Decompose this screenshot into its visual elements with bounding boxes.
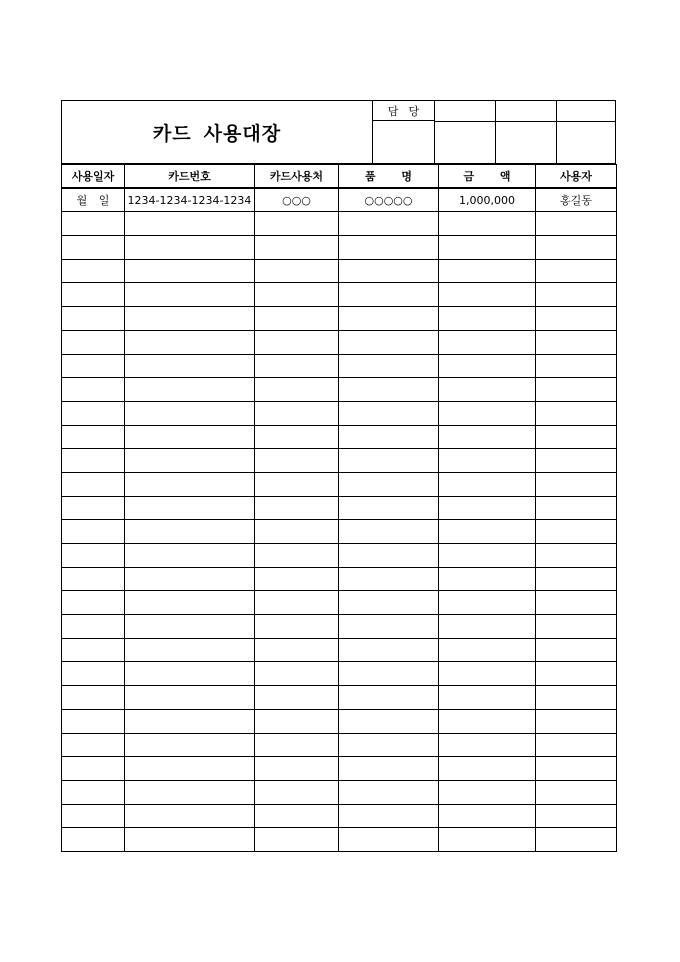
- cell-date[interactable]: [62, 378, 125, 402]
- cell-amount[interactable]: [439, 686, 536, 710]
- cell-amount[interactable]: [439, 378, 536, 402]
- approval-label-char-1: 담: [387, 104, 399, 118]
- cell-card-number[interactable]: [125, 283, 255, 307]
- table-row: [62, 401, 617, 425]
- cell-user[interactable]: [536, 425, 617, 449]
- cell-user[interactable]: [536, 307, 617, 331]
- cell-user[interactable]: [536, 686, 617, 710]
- table-row: [62, 425, 617, 449]
- cell-card-number[interactable]: [125, 591, 255, 615]
- cell-merchant[interactable]: [255, 425, 339, 449]
- cell-merchant[interactable]: [255, 354, 339, 378]
- cell-user[interactable]: [536, 567, 617, 591]
- card-usage-ledger: [61, 100, 616, 860]
- cell-merchant[interactable]: [255, 733, 339, 757]
- cell-amount[interactable]: [439, 307, 536, 331]
- cell-card-number[interactable]: [125, 330, 255, 354]
- cell-amount[interactable]: [439, 520, 536, 544]
- cell-item[interactable]: ○○○○○: [339, 188, 439, 212]
- cell-amount[interactable]: [439, 330, 536, 354]
- cell-merchant[interactable]: [255, 496, 339, 520]
- cell-card-number[interactable]: 1234-1234-1234-1234: [125, 188, 255, 212]
- cell-user[interactable]: [536, 449, 617, 473]
- cell-amount[interactable]: [439, 828, 536, 852]
- cell-date[interactable]: [62, 804, 125, 828]
- table-row: [62, 709, 617, 733]
- cell-user[interactable]: [536, 662, 617, 686]
- cell-date[interactable]: [62, 686, 125, 710]
- cell-date[interactable]: [62, 615, 125, 639]
- cell-merchant[interactable]: [255, 544, 339, 568]
- table-row: [62, 520, 617, 544]
- cell-merchant[interactable]: [255, 828, 339, 852]
- cell-card-number[interactable]: [125, 544, 255, 568]
- cell-date[interactable]: [62, 236, 125, 260]
- cell-date[interactable]: [62, 307, 125, 331]
- table-row: [62, 472, 617, 496]
- cell-card-number[interactable]: [125, 378, 255, 402]
- cell-card-number[interactable]: [125, 733, 255, 757]
- table-row: [62, 188, 617, 212]
- cell-merchant[interactable]: [255, 212, 339, 236]
- cell-item[interactable]: [339, 804, 439, 828]
- cell-item[interactable]: [339, 591, 439, 615]
- cell-item[interactable]: [339, 757, 439, 781]
- cell-amount[interactable]: 1,000,000: [439, 188, 536, 212]
- cell-card-number[interactable]: [125, 804, 255, 828]
- cell-amount[interactable]: [439, 638, 536, 662]
- cell-item[interactable]: [339, 520, 439, 544]
- cell-merchant[interactable]: [255, 686, 339, 710]
- cell-card-number[interactable]: [125, 757, 255, 781]
- cell-user[interactable]: [536, 378, 617, 402]
- cell-user[interactable]: [536, 709, 617, 733]
- cell-card-number[interactable]: [125, 236, 255, 260]
- table-row: [62, 780, 617, 804]
- cell-user[interactable]: 홍길동: [536, 188, 617, 212]
- cell-amount[interactable]: [439, 733, 536, 757]
- cell-user[interactable]: [536, 283, 617, 307]
- cell-date[interactable]: [62, 780, 125, 804]
- cell-item[interactable]: [339, 567, 439, 591]
- cell-card-number[interactable]: [125, 615, 255, 639]
- cell-card-number[interactable]: [125, 496, 255, 520]
- cell-date[interactable]: [62, 757, 125, 781]
- approval-signature-box-1[interactable]: [434, 101, 495, 163]
- column-header-user: 사용자: [536, 165, 617, 189]
- cell-date[interactable]: [62, 283, 125, 307]
- cell-user[interactable]: [536, 330, 617, 354]
- table-row: [62, 212, 617, 236]
- table-row: [62, 354, 617, 378]
- title-part-2: 사용대장: [203, 122, 282, 145]
- cell-card-number[interactable]: [125, 686, 255, 710]
- cell-amount[interactable]: [439, 401, 536, 425]
- approval-signature-box-3[interactable]: [556, 101, 615, 163]
- cell-merchant[interactable]: [255, 757, 339, 781]
- cell-card-number[interactable]: [125, 425, 255, 449]
- cell-item[interactable]: [339, 615, 439, 639]
- cell-date[interactable]: [62, 259, 125, 283]
- cell-item[interactable]: [339, 378, 439, 402]
- cell-date[interactable]: [62, 330, 125, 354]
- cell-merchant[interactable]: [255, 662, 339, 686]
- cell-item[interactable]: [339, 425, 439, 449]
- cell-merchant[interactable]: [255, 283, 339, 307]
- cell-merchant[interactable]: [255, 307, 339, 331]
- cell-amount[interactable]: [439, 567, 536, 591]
- title-part-1: 카드: [152, 122, 192, 145]
- cell-user[interactable]: [536, 828, 617, 852]
- cell-item[interactable]: [339, 780, 439, 804]
- cell-date[interactable]: [62, 496, 125, 520]
- cell-merchant[interactable]: [255, 591, 339, 615]
- cell-date[interactable]: 월 일: [62, 188, 125, 212]
- column-header-date: 사용일자: [62, 165, 125, 189]
- approval-signature-box-2[interactable]: [495, 101, 556, 163]
- cell-amount[interactable]: [439, 283, 536, 307]
- cell-amount[interactable]: [439, 212, 536, 236]
- ledger-table: [61, 164, 617, 852]
- column-header-merchant: 카드사용처: [255, 165, 339, 189]
- cell-card-number[interactable]: [125, 259, 255, 283]
- table-row: [62, 638, 617, 662]
- cell-date[interactable]: [62, 472, 125, 496]
- cell-merchant[interactable]: [255, 378, 339, 402]
- cell-card-number[interactable]: [125, 780, 255, 804]
- cell-date[interactable]: [62, 638, 125, 662]
- column-header-card-number: 카드번호: [125, 165, 255, 189]
- cell-date[interactable]: [62, 425, 125, 449]
- column-header-amount: 금 액: [439, 165, 536, 189]
- table-row: [62, 496, 617, 520]
- cell-amount[interactable]: [439, 449, 536, 473]
- cell-amount[interactable]: [439, 804, 536, 828]
- cell-date[interactable]: [62, 544, 125, 568]
- table-row: [62, 330, 617, 354]
- table-row: [62, 662, 617, 686]
- cell-item[interactable]: [339, 472, 439, 496]
- cell-card-number[interactable]: [125, 662, 255, 686]
- cell-merchant[interactable]: [255, 780, 339, 804]
- cell-amount[interactable]: [439, 354, 536, 378]
- table-row: [62, 757, 617, 781]
- cell-user[interactable]: [536, 757, 617, 781]
- cell-merchant[interactable]: [255, 520, 339, 544]
- cell-item[interactable]: [339, 401, 439, 425]
- cell-card-number[interactable]: [125, 212, 255, 236]
- cell-item[interactable]: [339, 709, 439, 733]
- ledger-header: [61, 100, 616, 164]
- cell-user[interactable]: [536, 259, 617, 283]
- cell-item[interactable]: [339, 330, 439, 354]
- cell-date[interactable]: [62, 401, 125, 425]
- cell-item[interactable]: [339, 449, 439, 473]
- cell-date[interactable]: [62, 449, 125, 473]
- cell-card-number[interactable]: [125, 307, 255, 331]
- table-row: [62, 733, 617, 757]
- table-row: [62, 449, 617, 473]
- cell-merchant[interactable]: [255, 567, 339, 591]
- cell-user[interactable]: [536, 401, 617, 425]
- approval-label-char-2: 당: [408, 104, 420, 118]
- cell-item[interactable]: [339, 496, 439, 520]
- cell-merchant[interactable]: [255, 401, 339, 425]
- cell-card-number[interactable]: [125, 828, 255, 852]
- cell-card-number[interactable]: [125, 709, 255, 733]
- cell-item[interactable]: [339, 307, 439, 331]
- cell-user[interactable]: [536, 733, 617, 757]
- cell-merchant[interactable]: [255, 709, 339, 733]
- cell-item[interactable]: [339, 236, 439, 260]
- cell-amount[interactable]: [439, 544, 536, 568]
- cell-amount[interactable]: [439, 662, 536, 686]
- cell-item[interactable]: [339, 212, 439, 236]
- cell-merchant[interactable]: [255, 236, 339, 260]
- cell-card-number[interactable]: [125, 472, 255, 496]
- cell-amount[interactable]: [439, 259, 536, 283]
- cell-user[interactable]: [536, 520, 617, 544]
- cell-user[interactable]: [536, 212, 617, 236]
- cell-amount[interactable]: [439, 236, 536, 260]
- cell-user[interactable]: [536, 472, 617, 496]
- cell-card-number[interactable]: [125, 449, 255, 473]
- cell-item[interactable]: [339, 544, 439, 568]
- cell-user[interactable]: [536, 615, 617, 639]
- cell-user[interactable]: [536, 804, 617, 828]
- table-row: [62, 804, 617, 828]
- approval-label-cell: [372, 101, 434, 121]
- cell-user[interactable]: [536, 638, 617, 662]
- cell-date[interactable]: [62, 591, 125, 615]
- cell-item[interactable]: [339, 662, 439, 686]
- cell-merchant[interactable]: [255, 330, 339, 354]
- approval-label-body: [372, 121, 434, 163]
- ledger-header-row: [62, 165, 617, 189]
- cell-card-number[interactable]: [125, 520, 255, 544]
- cell-merchant[interactable]: [255, 615, 339, 639]
- cell-date[interactable]: [62, 733, 125, 757]
- cell-card-number[interactable]: [125, 401, 255, 425]
- cell-item[interactable]: [339, 283, 439, 307]
- cell-amount[interactable]: [439, 425, 536, 449]
- cell-amount[interactable]: [439, 709, 536, 733]
- table-row: [62, 283, 617, 307]
- cell-item[interactable]: [339, 638, 439, 662]
- table-row: [62, 828, 617, 852]
- cell-amount[interactable]: [439, 615, 536, 639]
- cell-item[interactable]: [339, 259, 439, 283]
- table-row: [62, 307, 617, 331]
- cell-date[interactable]: [62, 354, 125, 378]
- cell-amount[interactable]: [439, 591, 536, 615]
- cell-date[interactable]: [62, 709, 125, 733]
- table-row: [62, 236, 617, 260]
- table-row: [62, 686, 617, 710]
- cell-user[interactable]: [536, 496, 617, 520]
- cell-user[interactable]: [536, 236, 617, 260]
- cell-item[interactable]: [339, 733, 439, 757]
- table-row: [62, 615, 617, 639]
- table-row: [62, 567, 617, 591]
- page-title: [62, 101, 372, 163]
- table-row: [62, 544, 617, 568]
- cell-date[interactable]: [62, 212, 125, 236]
- cell-card-number[interactable]: [125, 354, 255, 378]
- table-row: [62, 591, 617, 615]
- cell-user[interactable]: [536, 780, 617, 804]
- cell-date[interactable]: [62, 567, 125, 591]
- cell-amount[interactable]: [439, 472, 536, 496]
- cell-merchant[interactable]: ○○○: [255, 188, 339, 212]
- table-row: [62, 378, 617, 402]
- cell-item[interactable]: [339, 828, 439, 852]
- cell-amount[interactable]: [439, 496, 536, 520]
- cell-user[interactable]: [536, 544, 617, 568]
- cell-date[interactable]: [62, 828, 125, 852]
- cell-date[interactable]: [62, 520, 125, 544]
- cell-merchant[interactable]: [255, 449, 339, 473]
- column-header-item: 품 명: [339, 165, 439, 189]
- cell-item[interactable]: [339, 354, 439, 378]
- cell-user[interactable]: [536, 354, 617, 378]
- cell-user[interactable]: [536, 591, 617, 615]
- cell-card-number[interactable]: [125, 567, 255, 591]
- cell-merchant[interactable]: [255, 804, 339, 828]
- table-row: [62, 259, 617, 283]
- cell-item[interactable]: [339, 686, 439, 710]
- cell-merchant[interactable]: [255, 259, 339, 283]
- cell-amount[interactable]: [439, 757, 536, 781]
- cell-card-number[interactable]: [125, 638, 255, 662]
- cell-date[interactable]: [62, 662, 125, 686]
- cell-amount[interactable]: [439, 780, 536, 804]
- cell-merchant[interactable]: [255, 472, 339, 496]
- cell-merchant[interactable]: [255, 638, 339, 662]
